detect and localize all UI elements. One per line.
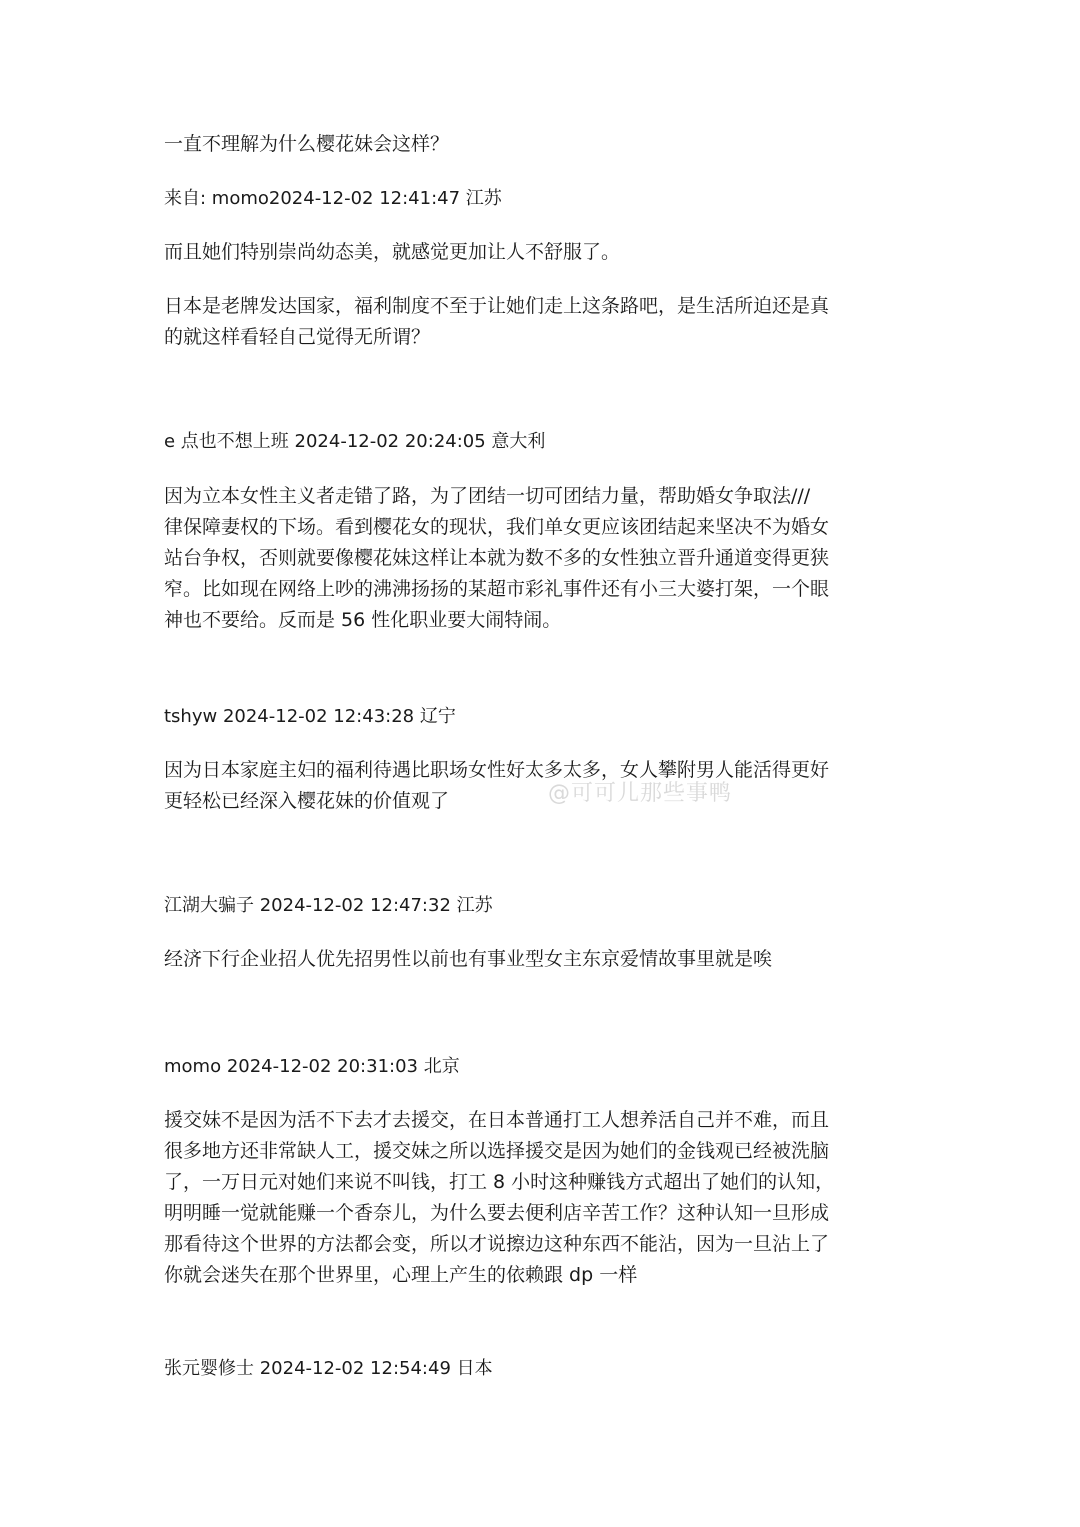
- text-line: 援交妹不是因为活不下去才去援交，在日本普通打工人想养活自己并不难，而且: [164, 1109, 830, 1131]
- comment-meta: tshyw 2024-12-02 12:43:28 辽宁: [164, 706, 456, 727]
- text-line: 因为立本女性主义者走错了路，为了团结一切可团结力量，帮助婚女争取法///: [164, 485, 811, 507]
- text-line: 因为日本家庭主妇的福利待遇比职场女性好太多太多，女人攀附男人能活得更好: [164, 759, 830, 781]
- text-line: 神也不要给。反而是 56 性化职业要大闹特闹。: [164, 609, 562, 631]
- comment-body: 经济下行企业招人优先招男性以前也有事业型女主东京爱情故事里就是唉: [164, 948, 773, 970]
- text-line: 了，一万日元对她们来说不叫钱，打工 8 小时这种赚钱方式超出了她们的认知，: [164, 1171, 835, 1193]
- text-line: 很多地方还非常缺人工，援交妹之所以选择援交是因为她们的金钱观已经被洗脑: [164, 1140, 830, 1162]
- comment-meta: 张元婴修士 2024-12-02 12:54:49 日本: [164, 1358, 493, 1379]
- text-line: 你就会迷失在那个世界里，心理上产生的依赖跟 dp 一样: [164, 1264, 638, 1286]
- comment-meta: 江湖大骗子 2024-12-02 12:47:32 江苏: [164, 895, 493, 916]
- post-paragraph: [164, 291, 924, 353]
- text-line: 明明睡一觉就能赚一个香奈儿，为什么要去便利店辛苦工作？这种认知一旦形成: [164, 1202, 830, 1224]
- text-line: 的就这样看轻自己觉得无所谓？: [164, 326, 431, 348]
- comment-meta: e 点也不想上班 2024-12-02 20:24:05 意大利: [164, 431, 546, 452]
- post-question: 一直不理解为什么樱花妹会这样？: [164, 133, 450, 155]
- comment-body: [164, 481, 924, 636]
- comment-meta: momo 2024-12-02 20:31:03 北京: [164, 1056, 460, 1077]
- post-meta: 来自: momo2024-12-02 12:41:47 江苏: [164, 188, 502, 209]
- text-line: 律保障妻权的下场。看到樱花女的现状，我们单女更应该团结起来坚决不为婚女: [164, 516, 830, 538]
- text-line: 那看待这个世界的方法都会变，所以才说擦边这种东西不能沾，因为一旦沾上了: [164, 1233, 830, 1255]
- text-line: 日本是老牌发达国家，福利制度不至于让她们走上这条路吧，是生活所迫还是真: [164, 295, 830, 317]
- text-line: 更轻松已经深入樱花妹的价值观了: [164, 790, 450, 812]
- text-line: 站台争权，否则就要像樱花妹这样让本就为数不多的女性独立晋升通道变得更狭: [164, 547, 830, 569]
- text-line: 窄。比如现在网络上吵的沸沸扬扬的某超市彩礼事件还有小三大婆打架，一个眼: [164, 578, 830, 600]
- comment-body: [164, 755, 924, 817]
- post-paragraph: 而且她们特别崇尚幼态美，就感觉更加让人不舒服了。: [164, 241, 621, 263]
- comment-body: [164, 1105, 924, 1291]
- weibo-watermark: @可可儿那些事鸭: [548, 781, 733, 806]
